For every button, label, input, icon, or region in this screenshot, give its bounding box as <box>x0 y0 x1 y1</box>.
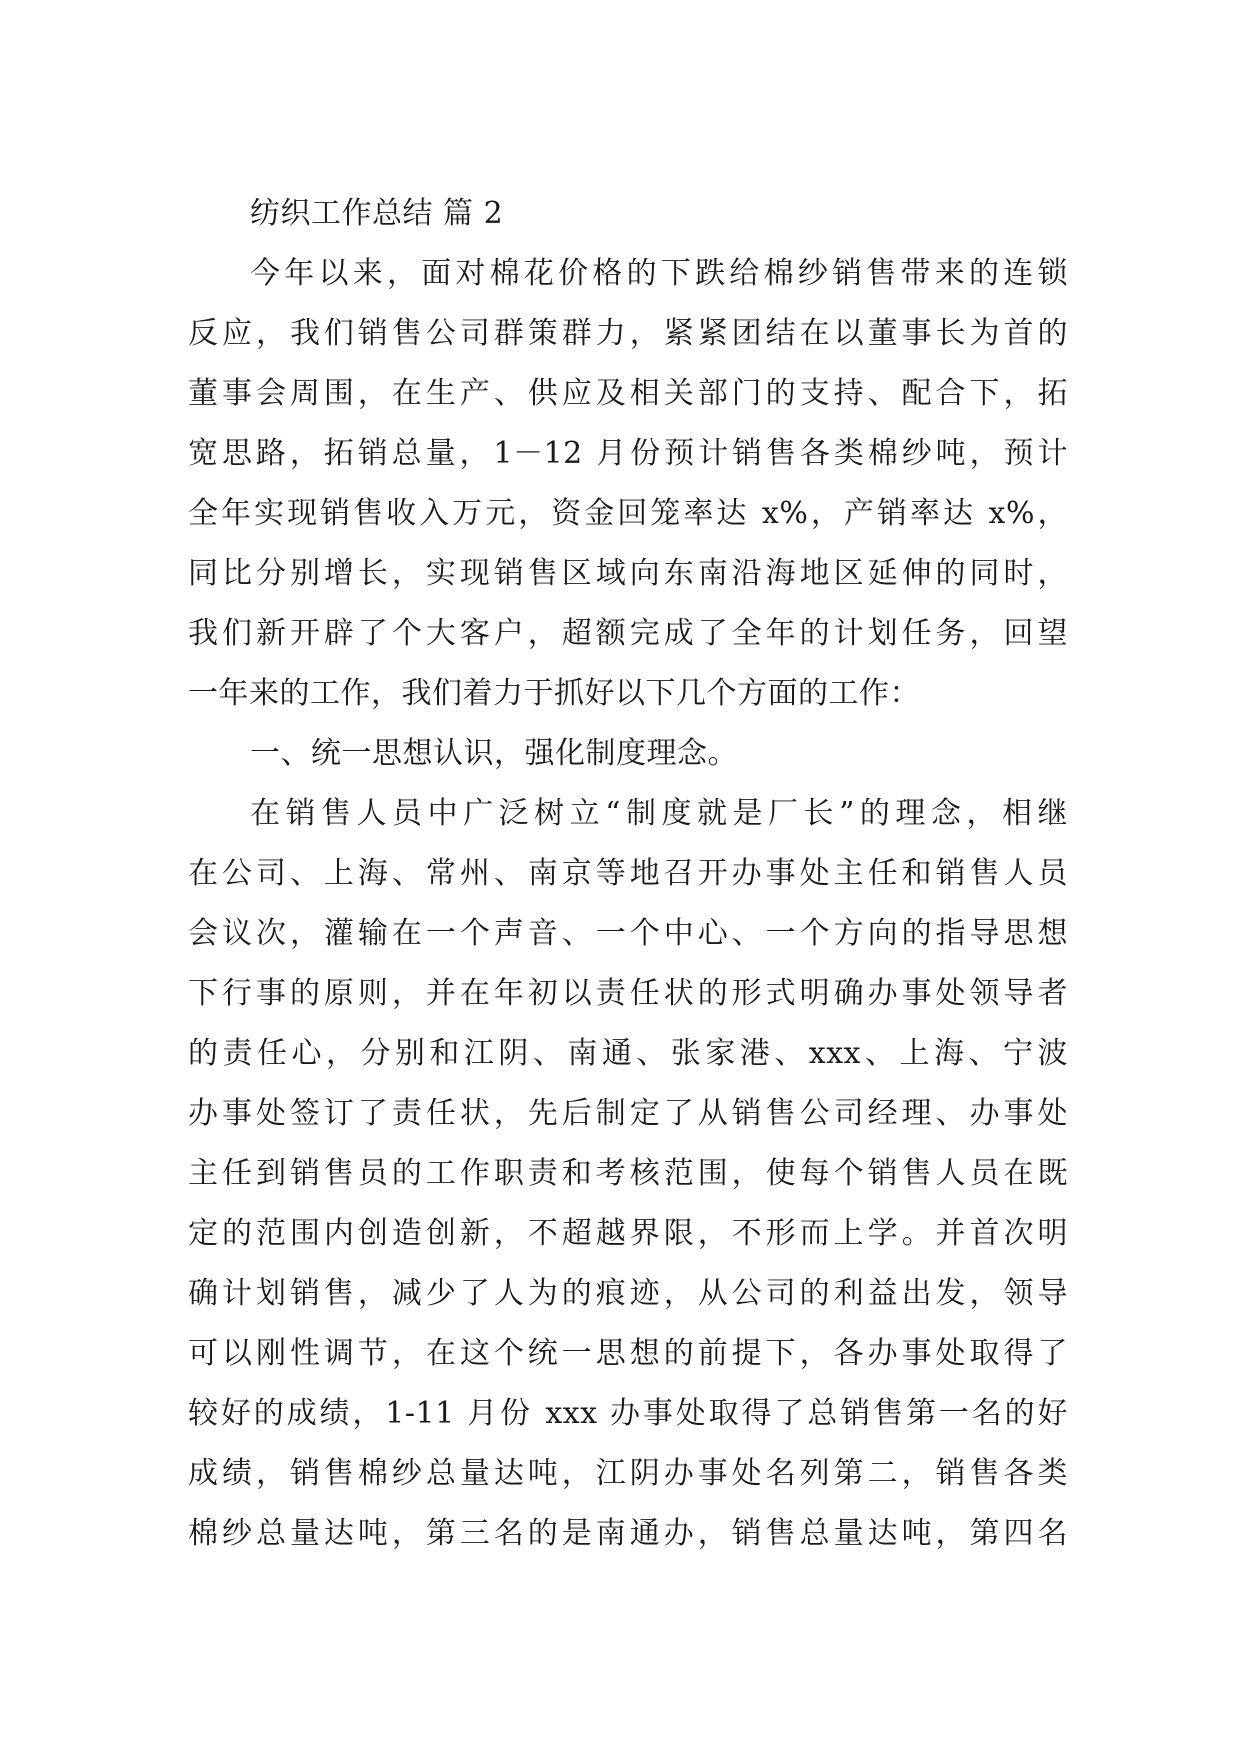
paragraph-line: 的责任心，分别和江阴、南通、张家港、xxx、上海、宁波 <box>188 1036 1068 1071</box>
paragraph-line: 定的范围内创造创新，不超越界限，不形而上学。并首次明 <box>188 1216 1068 1251</box>
paragraph-line: 全年实现销售收入万元，资金回笼率达 x%，产销率达 x%， <box>188 496 1068 531</box>
section-heading: 一、统一思想认识，强化制度理念。 <box>250 736 738 771</box>
paragraph-line: 董事会周围，在生产、供应及相关部门的支持、配合下，拓 <box>188 376 1068 411</box>
paragraph-line: 同比分别增长，实现销售区域向东南沿海地区延伸的同时， <box>188 556 1068 591</box>
paragraph-line: 在销售人员中广泛树立“制度就是厂长”的理念，相继 <box>250 796 1068 831</box>
document-heading: 纺织工作总结 篇 2 <box>250 196 504 231</box>
paragraph-line: 会议次，灌输在一个声音、一个中心、一个方向的指导思想 <box>188 916 1068 951</box>
paragraph-line: 棉纱总量达吨，第三名的是南通办，销售总量达吨，第四名 <box>188 1516 1068 1551</box>
paragraph-line: 在公司、上海、常州、南京等地召开办事处主任和销售人员 <box>188 856 1068 891</box>
paragraph-line: 较好的成绩，1-11 月份 xxx 办事处取得了总销售第一名的好 <box>188 1396 1068 1431</box>
paragraph-line: 确计划销售，减少了人为的痕迹，从公司的利益出发，领导 <box>188 1276 1068 1311</box>
paragraph-line: 办事处签订了责任状，先后制定了从销售公司经理、办事处 <box>188 1096 1068 1131</box>
paragraph-line: 今年以来，面对棉花价格的下跌给棉纱销售带来的连锁 <box>250 256 1068 291</box>
document-body <box>188 184 1068 1564</box>
paragraph-line: 可以刚性调节，在这个统一思想的前提下，各办事处取得了 <box>188 1336 1068 1371</box>
paragraph-line: 我们新开辟了个大客户，超额完成了全年的计划任务，回望 <box>188 616 1068 651</box>
paragraph-line: 成绩，销售棉纱总量达吨，江阴办事处名列第二，销售各类 <box>188 1456 1068 1491</box>
paragraph-line: 反应，我们销售公司群策群力，紧紧团结在以董事长为首的 <box>188 316 1068 351</box>
paragraph-line: 主任到销售员的工作职责和考核范围，使每个销售人员在既 <box>188 1156 1068 1191</box>
paragraph-line: 下行事的原则，并在年初以责任状的形式明确办事处领导者 <box>188 976 1068 1011</box>
paragraph-line: 宽思路，拓销总量，1－12 月份预计销售各类棉纱吨，预计 <box>188 436 1068 471</box>
paragraph-line: 一年来的工作，我们着力于抓好以下几个方面的工作： <box>188 676 920 711</box>
